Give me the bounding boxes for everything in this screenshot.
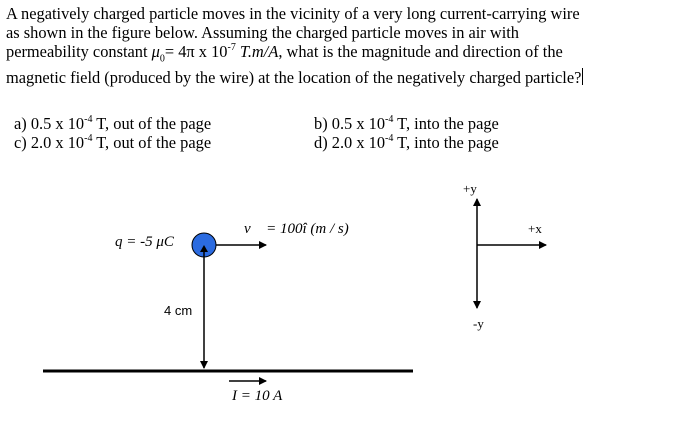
question-line-4: magnetic field (produced by the wire) at the location of the negatively charged particle? [6, 68, 582, 88]
question-line-2: as shown in the figure below. Assuming the charged particle moves in air with [6, 23, 520, 42]
axis-minus-y-label: -y [473, 316, 484, 331]
option-d-exp: -4 [385, 133, 394, 144]
option-c-pre: c) 2.0 x 10 [14, 133, 85, 152]
mu-exponent: -7 [227, 42, 236, 53]
option-b-exp: -4 [385, 114, 394, 125]
mu-symbol: μ [151, 42, 160, 61]
charge-label: q = -5 μC [115, 234, 174, 250]
question-line-3-pre: permeability constant [6, 42, 152, 61]
option-b-post: T, into the page [393, 114, 499, 133]
option-d-pre: d) 2.0 x 10 [314, 133, 386, 152]
option-c-post: T, out of the page [92, 133, 212, 152]
velocity-label: v⃗ = 100î (m / s) [244, 221, 349, 237]
option-a-pre: a) 0.5 x 10 [14, 114, 85, 133]
option-b-pre: b) 0.5 x 10 [314, 114, 386, 133]
mu-subscript: 0 [159, 53, 165, 65]
mu-units: T.m/A [235, 42, 279, 61]
mu-value: = 4π x 10 [164, 42, 228, 61]
current-label: I = 10 A [232, 388, 283, 404]
option-a-exp: -4 [84, 114, 93, 125]
distance-label: 4 cm [164, 303, 193, 318]
option-c-exp: -4 [84, 133, 93, 144]
question-line-3-post: , what is the magnitude and direction of the [278, 42, 563, 61]
axis-plus-y-label: +y [463, 181, 477, 196]
question-line-1: A negatively charged particle moves in the vicinity of a very long current-carrying wire [6, 4, 580, 23]
option-d-post: T, into the page [393, 133, 499, 152]
option-a-post: T, out of the page [92, 114, 212, 133]
axis-plus-x-label: +x [528, 221, 542, 236]
